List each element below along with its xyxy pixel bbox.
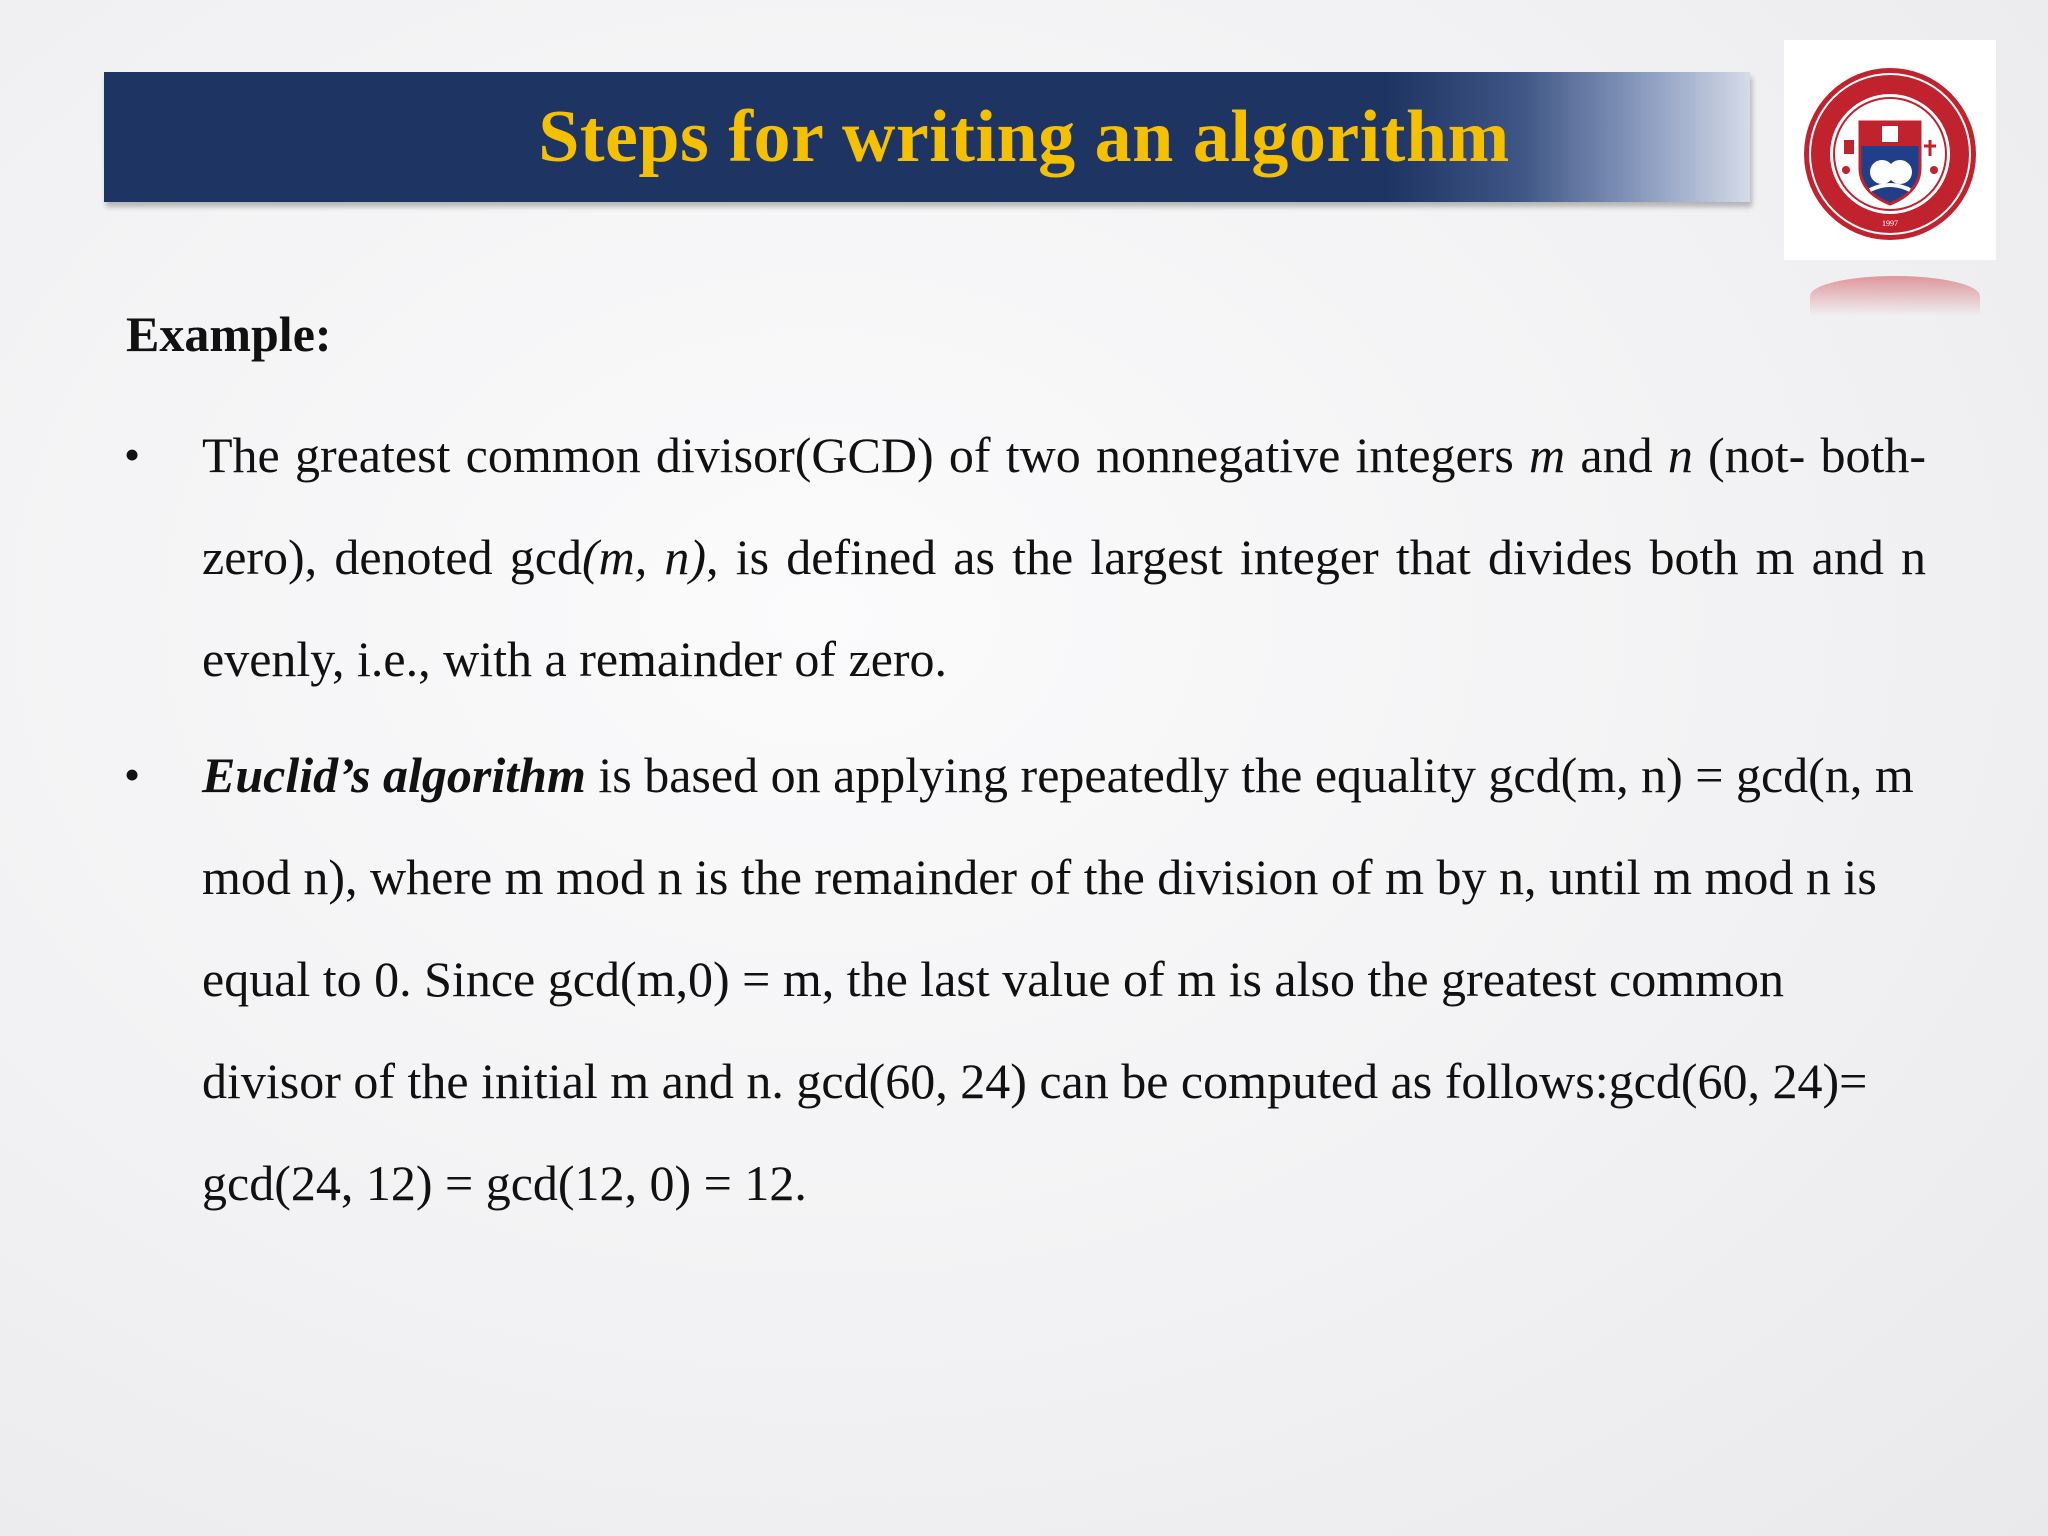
euclid-algorithm-paragraph [202,724,1926,1234]
institute-logo [1784,40,1996,260]
text-segment: , is defined as the largest integer that divides both m and n evenly, i.e., with a remainder of zero. [202,529,1926,687]
gcd-definition-paragraph [202,404,1926,710]
bullet-marker-1: • [124,429,141,480]
euclid-term: Euclid’s algorithm [202,747,586,803]
bullet-marker-2: • [124,749,141,800]
text-segment: and [1565,427,1668,483]
text-segment: The greatest common divisor(GCD) of two nonnegative integers [202,427,1530,483]
text-segment: is based on applying repeatedly the equality gcd(m, n) = gcd(n, m mod n), where m mod n is the remainder of the division of m by n, until m mod n is equal to 0. Since gcd(m,0) = m, the last value of m is also the greatest common divisor of the initial m and n. gcd(60, 24) can be computed as follows:gcd(60, 24)= gcd(24, 12) = gcd(12, 0) = 12. [202,747,1914,1211]
variable-m: m [1529,427,1566,483]
institute-seal-logo [1784,40,1996,260]
svg-text:1997: 1997 [1882,219,1898,228]
slide-title: Steps for writing an algorithm [538,96,1510,178]
logo-reflection [1810,276,1980,316]
title-banner [104,72,1750,202]
gcd-arguments: (m, n) [581,529,707,585]
text-segment: (not- both-zero), denoted gcd [202,427,1926,585]
example-heading: Example: [126,306,332,362]
variable-n: n [1667,427,1693,483]
